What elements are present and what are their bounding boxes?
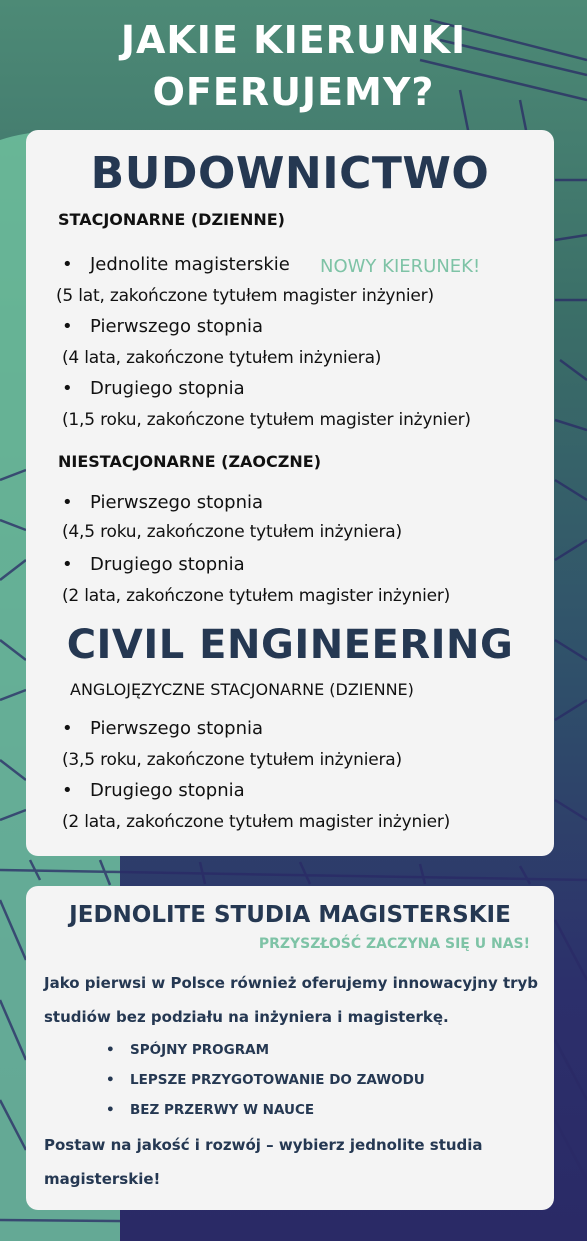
program-description: (2 lata, zakończone tytułem magister inżynier) <box>62 586 451 606</box>
program-description: (5 lat, zakończone tytułem magister inżynier) <box>56 286 434 306</box>
bullet-icon: • <box>106 1072 115 1088</box>
stacjonarne-heading: STACJONARNE (DZIENNE) <box>58 210 285 229</box>
list-item: • SPÓJNY PROGRAM <box>106 1042 270 1058</box>
list-item: • Drugiego stopnia <box>62 554 245 575</box>
program-description: (2 lata, zakończone tytułem magister inżynier) <box>62 812 451 832</box>
jsm-outro: Postaw na jakość i rozwój – wybierz jednolite studia magisterskie! <box>44 1136 483 1188</box>
bullet-icon: • <box>62 780 73 801</box>
headline-line-2: OFERUJEMY? <box>152 70 435 114</box>
list-item: • Pierwszego stopnia <box>62 718 264 739</box>
bullet-icon: • <box>62 378 73 399</box>
niestacjonarne-heading: NIESTACJONARNE (ZAOCZNE) <box>58 452 322 471</box>
bullet-icon: • <box>106 1102 115 1118</box>
list-item: • Pierwszego stopnia <box>62 492 264 513</box>
civil-engineering-title: CIVIL ENGINEERING <box>66 622 514 668</box>
list-item: • Pierwszego stopnia <box>62 316 264 337</box>
program-description: (3,5 roku, zakończone tytułem inżyniera) <box>62 750 402 770</box>
jsm-title: JEDNOLITE STUDIA MAGISTERSKIE <box>69 902 511 928</box>
list-item: • BEZ PRZERWY W NAUCE <box>106 1102 315 1118</box>
bullet-icon: • <box>62 554 73 575</box>
bullet-icon: • <box>62 718 73 739</box>
jsm-intro: Jako pierwsi w Polsce również oferujemy innowacyjny tryb studiów bez podziału na inżyniera i magisterkę. <box>44 974 539 1026</box>
bullet-icon: • <box>106 1042 115 1058</box>
program-description: (1,5 roku, zakończone tytułem magister inżynier) <box>62 410 471 430</box>
list-item: • Drugiego stopnia <box>62 780 245 801</box>
jednolite-studia-card <box>26 886 554 1210</box>
civil-heading: ANGLOJĘZYCZNE STACJONARNE (DZIENNE) <box>70 680 414 699</box>
program-description: (4 lata, zakończone tytułem inżyniera) <box>62 348 382 368</box>
list-item: • Jednolite magisterskie <box>62 254 290 275</box>
bullet-icon: • <box>62 492 73 513</box>
budownictwo-title: BUDOWNICTWO <box>90 148 490 199</box>
list-item: • Drugiego stopnia <box>62 378 245 399</box>
bullet-icon: • <box>62 254 73 275</box>
programs-card <box>26 130 554 856</box>
bullet-icon: • <box>62 316 73 337</box>
page-headline <box>0 14 587 118</box>
new-program-badge: NOWY KIERUNEK! <box>320 256 481 277</box>
program-description: (4,5 roku, zakończone tytułem inżyniera) <box>62 522 402 542</box>
list-item: • LEPSZE PRZYGOTOWANIE DO ZAWODU <box>106 1072 425 1088</box>
jsm-tagline: PRZYSZŁOŚĆ ZACZYNA SIĘ U NAS! <box>258 936 530 952</box>
headline-line-1: JAKIE KIERUNKI <box>120 18 467 62</box>
